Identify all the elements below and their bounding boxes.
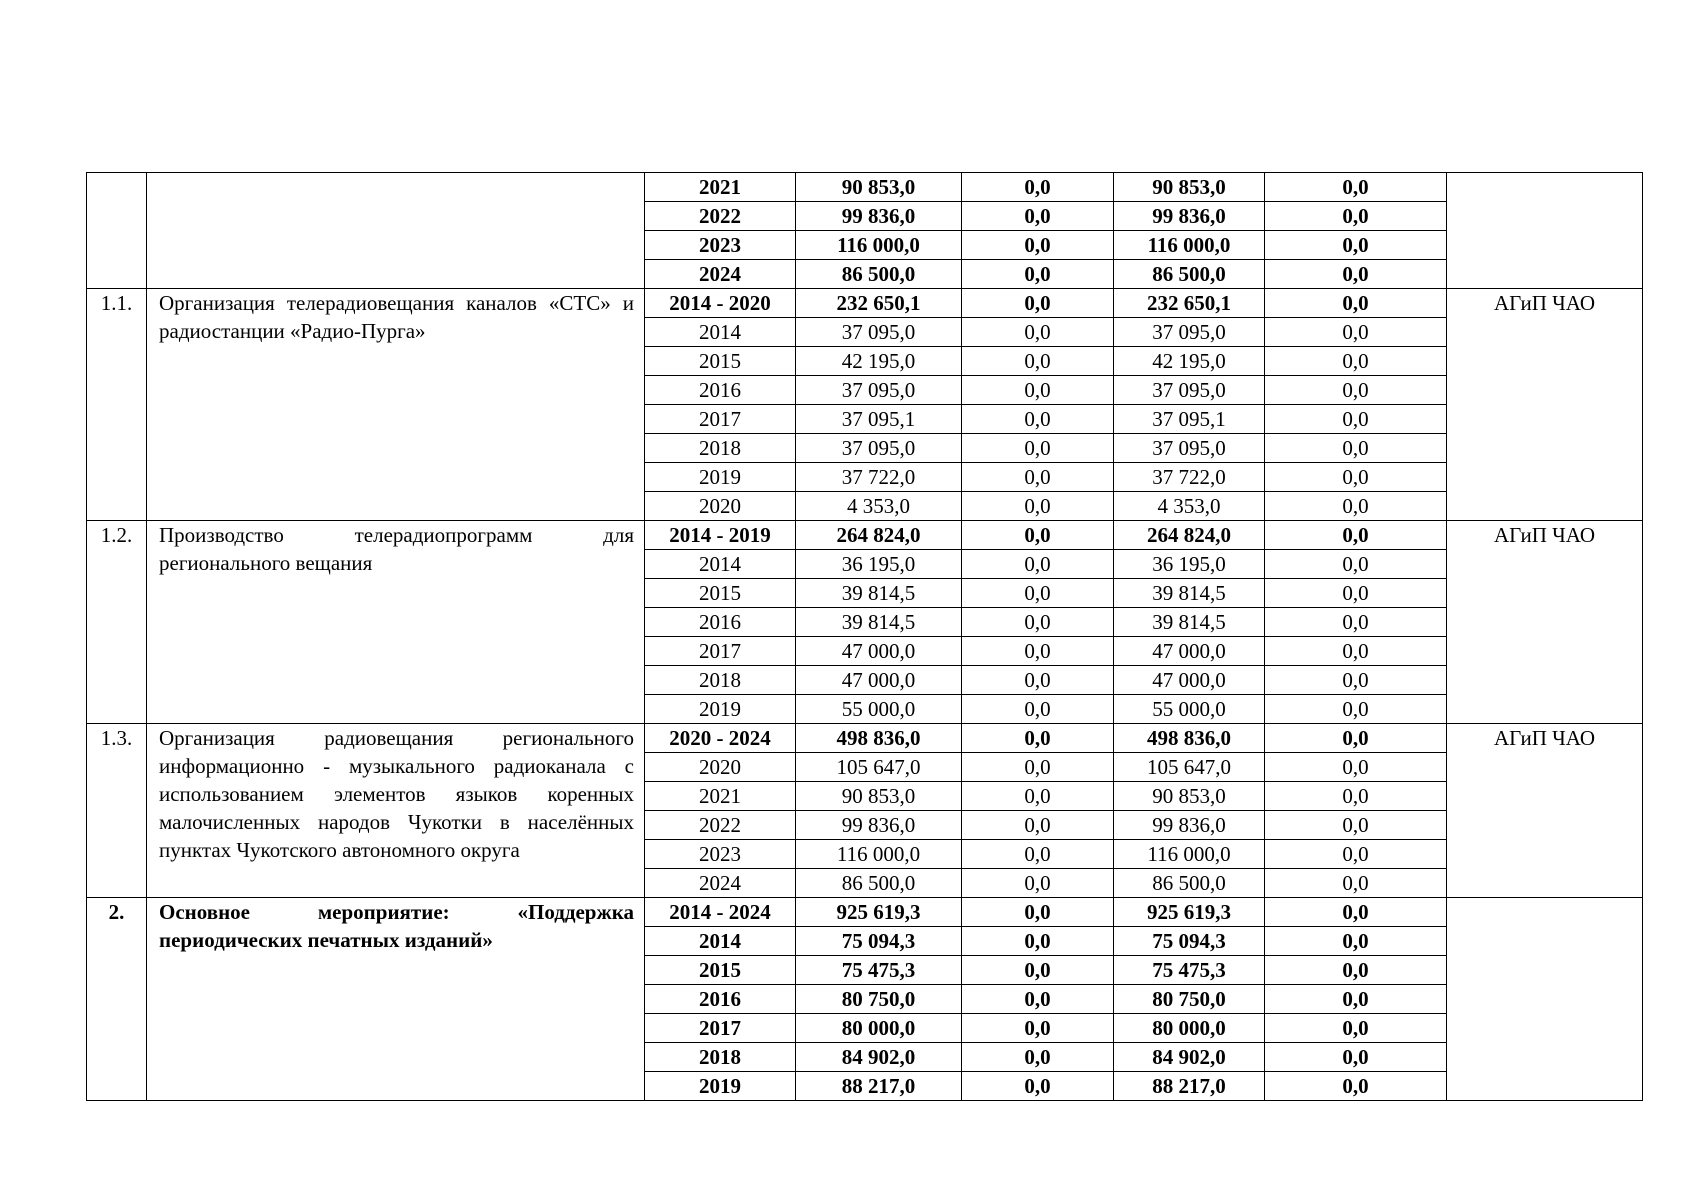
- regional-budget-cell: 80 750,0: [1114, 985, 1265, 1014]
- regional-budget-cell: 264 824,0: [1114, 521, 1265, 550]
- total-amount-cell: 39 814,5: [796, 608, 962, 637]
- total-amount-cell: 90 853,0: [796, 173, 962, 202]
- regional-budget-cell: 116 000,0: [1114, 231, 1265, 260]
- regional-budget-cell: 90 853,0: [1114, 782, 1265, 811]
- total-amount-cell: 925 619,3: [796, 898, 962, 927]
- table-row: [87, 521, 1643, 550]
- federal-budget-cell: 0,0: [962, 608, 1114, 637]
- year-cell: 2020 - 2024: [645, 724, 796, 753]
- year-cell: 2014: [645, 550, 796, 579]
- item-description: Основное мероприятие: «Поддержка периодических печатных изданий»: [147, 898, 645, 1101]
- total-amount-cell: 99 836,0: [796, 811, 962, 840]
- item-description: Организация телерадиовещания каналов «СТС» и радиостанции «Радио-Пурга»: [147, 289, 645, 521]
- other-sources-cell: 0,0: [1265, 637, 1447, 666]
- table-row: [87, 898, 1643, 927]
- total-amount-cell: 55 000,0: [796, 695, 962, 724]
- item-number: 1.2.: [87, 521, 147, 724]
- year-cell: 2018: [645, 666, 796, 695]
- other-sources-cell: 0,0: [1265, 782, 1447, 811]
- year-cell: 2023: [645, 840, 796, 869]
- year-cell: 2015: [645, 956, 796, 985]
- total-amount-cell: 86 500,0: [796, 260, 962, 289]
- other-sources-cell: 0,0: [1265, 318, 1447, 347]
- item-description: Производство телерадиопрограмм для регионального вещания: [147, 521, 645, 724]
- total-amount-cell: 75 475,3: [796, 956, 962, 985]
- federal-budget-cell: 0,0: [962, 579, 1114, 608]
- total-amount-cell: 99 836,0: [796, 202, 962, 231]
- federal-budget-cell: 0,0: [962, 811, 1114, 840]
- other-sources-cell: 0,0: [1265, 202, 1447, 231]
- regional-budget-cell: 80 000,0: [1114, 1014, 1265, 1043]
- federal-budget-cell: 0,0: [962, 753, 1114, 782]
- federal-budget-cell: 0,0: [962, 521, 1114, 550]
- regional-budget-cell: 37 722,0: [1114, 463, 1265, 492]
- regional-budget-cell: 47 000,0: [1114, 637, 1265, 666]
- other-sources-cell: 0,0: [1265, 898, 1447, 927]
- item-description: Организация радиовещания регионального информационно - музыкального радиоканала с использованием элементов языков коренных малочисленных народов Чукотки в населённых пунктах Чукотского автономного округа: [147, 724, 645, 898]
- total-amount-cell: 37 095,0: [796, 376, 962, 405]
- other-sources-cell: 0,0: [1265, 608, 1447, 637]
- regional-budget-cell: 99 836,0: [1114, 202, 1265, 231]
- total-amount-cell: 47 000,0: [796, 666, 962, 695]
- year-cell: 2018: [645, 1043, 796, 1072]
- item-description: [147, 173, 645, 289]
- federal-budget-cell: 0,0: [962, 782, 1114, 811]
- year-cell: 2022: [645, 811, 796, 840]
- item-number: [87, 173, 147, 289]
- regional-budget-cell: 84 902,0: [1114, 1043, 1265, 1072]
- item-number: 1.3.: [87, 724, 147, 898]
- federal-budget-cell: 0,0: [962, 927, 1114, 956]
- total-amount-cell: 116 000,0: [796, 840, 962, 869]
- regional-budget-cell: 116 000,0: [1114, 840, 1265, 869]
- total-amount-cell: 42 195,0: [796, 347, 962, 376]
- regional-budget-cell: 90 853,0: [1114, 173, 1265, 202]
- federal-budget-cell: 0,0: [962, 869, 1114, 898]
- other-sources-cell: 0,0: [1265, 1072, 1447, 1101]
- regional-budget-cell: 75 094,3: [1114, 927, 1265, 956]
- other-sources-cell: 0,0: [1265, 840, 1447, 869]
- responsible-executor: [1447, 898, 1643, 1101]
- regional-budget-cell: 39 814,5: [1114, 579, 1265, 608]
- total-amount-cell: 264 824,0: [796, 521, 962, 550]
- other-sources-cell: 0,0: [1265, 579, 1447, 608]
- year-cell: 2014 - 2024: [645, 898, 796, 927]
- year-cell: 2019: [645, 695, 796, 724]
- other-sources-cell: 0,0: [1265, 753, 1447, 782]
- year-cell: 2017: [645, 637, 796, 666]
- other-sources-cell: 0,0: [1265, 347, 1447, 376]
- total-amount-cell: 37 722,0: [796, 463, 962, 492]
- other-sources-cell: 0,0: [1265, 956, 1447, 985]
- federal-budget-cell: 0,0: [962, 492, 1114, 521]
- year-cell: 2019: [645, 1072, 796, 1101]
- total-amount-cell: 86 500,0: [796, 869, 962, 898]
- other-sources-cell: 0,0: [1265, 724, 1447, 753]
- year-cell: 2014 - 2020: [645, 289, 796, 318]
- total-amount-cell: 47 000,0: [796, 637, 962, 666]
- year-cell: 2019: [645, 463, 796, 492]
- federal-budget-cell: 0,0: [962, 637, 1114, 666]
- total-amount-cell: 75 094,3: [796, 927, 962, 956]
- federal-budget-cell: 0,0: [962, 666, 1114, 695]
- year-cell: 2017: [645, 405, 796, 434]
- responsible-executor: АГиП ЧАО: [1447, 289, 1643, 521]
- year-cell: 2016: [645, 376, 796, 405]
- federal-budget-cell: 0,0: [962, 289, 1114, 318]
- year-cell: 2024: [645, 260, 796, 289]
- table-row: [87, 173, 1643, 202]
- funding-table: [86, 172, 1643, 1101]
- year-cell: 2018: [645, 434, 796, 463]
- year-cell: 2021: [645, 782, 796, 811]
- total-amount-cell: 232 650,1: [796, 289, 962, 318]
- federal-budget-cell: 0,0: [962, 434, 1114, 463]
- year-cell: 2015: [645, 347, 796, 376]
- federal-budget-cell: 0,0: [962, 840, 1114, 869]
- federal-budget-cell: 0,0: [962, 956, 1114, 985]
- other-sources-cell: 0,0: [1265, 811, 1447, 840]
- regional-budget-cell: 925 619,3: [1114, 898, 1265, 927]
- federal-budget-cell: 0,0: [962, 550, 1114, 579]
- regional-budget-cell: 99 836,0: [1114, 811, 1265, 840]
- regional-budget-cell: 86 500,0: [1114, 869, 1265, 898]
- regional-budget-cell: 232 650,1: [1114, 289, 1265, 318]
- federal-budget-cell: 0,0: [962, 898, 1114, 927]
- total-amount-cell: 37 095,0: [796, 434, 962, 463]
- year-cell: 2020: [645, 753, 796, 782]
- year-cell: 2015: [645, 579, 796, 608]
- regional-budget-cell: 4 353,0: [1114, 492, 1265, 521]
- other-sources-cell: 0,0: [1265, 376, 1447, 405]
- total-amount-cell: 36 195,0: [796, 550, 962, 579]
- federal-budget-cell: 0,0: [962, 695, 1114, 724]
- year-cell: 2022: [645, 202, 796, 231]
- total-amount-cell: 84 902,0: [796, 1043, 962, 1072]
- other-sources-cell: 0,0: [1265, 405, 1447, 434]
- other-sources-cell: 0,0: [1265, 869, 1447, 898]
- federal-budget-cell: 0,0: [962, 1014, 1114, 1043]
- federal-budget-cell: 0,0: [962, 347, 1114, 376]
- year-cell: 2023: [645, 231, 796, 260]
- total-amount-cell: 498 836,0: [796, 724, 962, 753]
- regional-budget-cell: 498 836,0: [1114, 724, 1265, 753]
- regional-budget-cell: 42 195,0: [1114, 347, 1265, 376]
- regional-budget-cell: 55 000,0: [1114, 695, 1265, 724]
- regional-budget-cell: 37 095,0: [1114, 434, 1265, 463]
- regional-budget-cell: 105 647,0: [1114, 753, 1265, 782]
- other-sources-cell: 0,0: [1265, 492, 1447, 521]
- federal-budget-cell: 0,0: [962, 231, 1114, 260]
- other-sources-cell: 0,0: [1265, 927, 1447, 956]
- regional-budget-cell: 37 095,0: [1114, 376, 1265, 405]
- item-number: 2.: [87, 898, 147, 1101]
- regional-budget-cell: 86 500,0: [1114, 260, 1265, 289]
- year-cell: 2017: [645, 1014, 796, 1043]
- year-cell: 2014 - 2019: [645, 521, 796, 550]
- total-amount-cell: 105 647,0: [796, 753, 962, 782]
- total-amount-cell: 80 750,0: [796, 985, 962, 1014]
- other-sources-cell: 0,0: [1265, 1014, 1447, 1043]
- responsible-executor: АГиП ЧАО: [1447, 724, 1643, 898]
- regional-budget-cell: 75 475,3: [1114, 956, 1265, 985]
- year-cell: 2016: [645, 608, 796, 637]
- federal-budget-cell: 0,0: [962, 260, 1114, 289]
- other-sources-cell: 0,0: [1265, 1043, 1447, 1072]
- year-cell: 2016: [645, 985, 796, 1014]
- responsible-executor: [1447, 173, 1643, 289]
- total-amount-cell: 37 095,0: [796, 318, 962, 347]
- total-amount-cell: 116 000,0: [796, 231, 962, 260]
- total-amount-cell: 90 853,0: [796, 782, 962, 811]
- total-amount-cell: 4 353,0: [796, 492, 962, 521]
- other-sources-cell: 0,0: [1265, 463, 1447, 492]
- responsible-executor: АГиП ЧАО: [1447, 521, 1643, 724]
- other-sources-cell: 0,0: [1265, 231, 1447, 260]
- federal-budget-cell: 0,0: [962, 376, 1114, 405]
- federal-budget-cell: 0,0: [962, 318, 1114, 347]
- total-amount-cell: 39 814,5: [796, 579, 962, 608]
- federal-budget-cell: 0,0: [962, 463, 1114, 492]
- other-sources-cell: 0,0: [1265, 666, 1447, 695]
- federal-budget-cell: 0,0: [962, 724, 1114, 753]
- federal-budget-cell: 0,0: [962, 173, 1114, 202]
- federal-budget-cell: 0,0: [962, 1043, 1114, 1072]
- federal-budget-cell: 0,0: [962, 1072, 1114, 1101]
- total-amount-cell: 80 000,0: [796, 1014, 962, 1043]
- table-row: [87, 724, 1643, 753]
- federal-budget-cell: 0,0: [962, 405, 1114, 434]
- federal-budget-cell: 0,0: [962, 202, 1114, 231]
- other-sources-cell: 0,0: [1265, 550, 1447, 579]
- year-cell: 2014: [645, 927, 796, 956]
- other-sources-cell: 0,0: [1265, 985, 1447, 1014]
- year-cell: 2020: [645, 492, 796, 521]
- other-sources-cell: 0,0: [1265, 521, 1447, 550]
- other-sources-cell: 0,0: [1265, 260, 1447, 289]
- other-sources-cell: 0,0: [1265, 173, 1447, 202]
- regional-budget-cell: 39 814,5: [1114, 608, 1265, 637]
- year-cell: 2024: [645, 869, 796, 898]
- regional-budget-cell: 47 000,0: [1114, 666, 1265, 695]
- regional-budget-cell: 37 095,0: [1114, 318, 1265, 347]
- table-row: [87, 289, 1643, 318]
- year-cell: 2021: [645, 173, 796, 202]
- other-sources-cell: 0,0: [1265, 289, 1447, 318]
- federal-budget-cell: 0,0: [962, 985, 1114, 1014]
- total-amount-cell: 37 095,1: [796, 405, 962, 434]
- regional-budget-cell: 37 095,1: [1114, 405, 1265, 434]
- other-sources-cell: 0,0: [1265, 434, 1447, 463]
- other-sources-cell: 0,0: [1265, 695, 1447, 724]
- total-amount-cell: 88 217,0: [796, 1072, 962, 1101]
- item-number: 1.1.: [87, 289, 147, 521]
- regional-budget-cell: 88 217,0: [1114, 1072, 1265, 1101]
- year-cell: 2014: [645, 318, 796, 347]
- regional-budget-cell: 36 195,0: [1114, 550, 1265, 579]
